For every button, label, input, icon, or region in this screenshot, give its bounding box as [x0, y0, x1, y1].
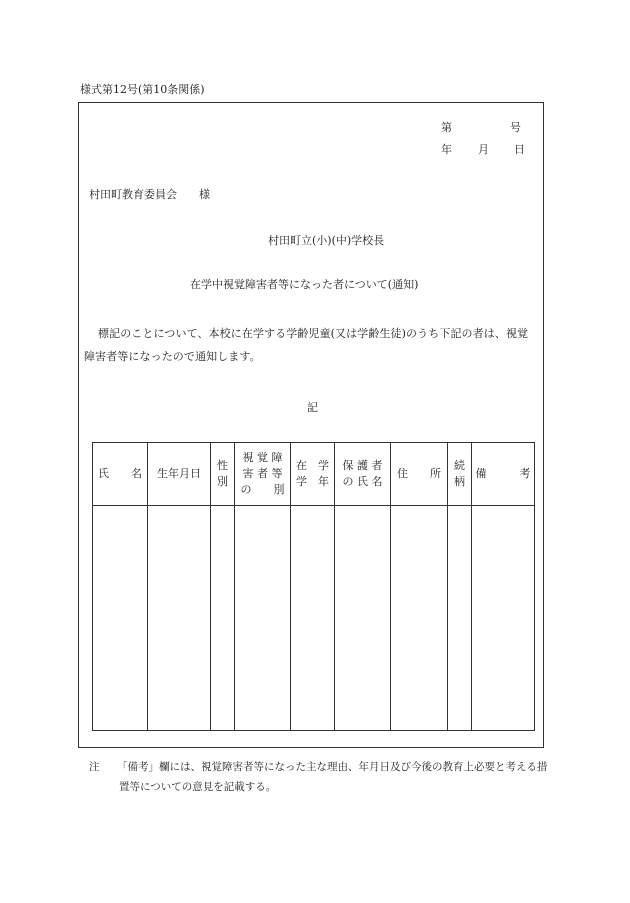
table-row: [93, 506, 535, 731]
document-number-line: [441, 119, 521, 135]
cell-school-grade[interactable]: [291, 506, 335, 731]
addressee-honorific: 様: [199, 188, 210, 201]
header-guardian-name: 保 護 者 の 氏 名: [335, 443, 391, 506]
sender-line: 村田町立(小)(中)学校長: [268, 234, 385, 247]
header-remarks: 備 考: [472, 443, 535, 506]
ki-heading: 記: [307, 401, 318, 414]
day-label: 日: [514, 143, 525, 156]
header-birthdate: 生年月日: [148, 443, 211, 506]
table-header-row: [93, 443, 535, 506]
addressee-line: [89, 186, 210, 202]
header-sex: 性 別: [211, 443, 235, 506]
header-relationship: 続 柄: [448, 443, 472, 506]
cell-sex[interactable]: [211, 506, 235, 731]
header-address: 住 所: [391, 443, 448, 506]
cell-address[interactable]: [391, 506, 448, 731]
record-table: [92, 442, 535, 731]
header-disability-type: 視 覚 障 害 者 等 の 別: [235, 443, 291, 506]
body-text: 標記のことについて、本校に在学する学齢児童(又は学齢生徒)のうち下記の者は、視覚障害者等になったので通知します。: [84, 327, 529, 363]
note-text: 「備考」欄には、視覚障害者等になった主な理由、年月日及び今後の教育上必要と考える措置等についての意見を記載する。: [117, 761, 548, 793]
cell-guardian-name[interactable]: [335, 506, 391, 731]
year-label: 年: [441, 143, 452, 156]
header-school-grade: 在 学 学 年: [291, 443, 335, 506]
note-mark: 注: [89, 761, 100, 773]
addressee-name: 村田町教育委員会: [89, 188, 177, 201]
cell-name[interactable]: [93, 506, 148, 731]
cell-relationship[interactable]: [448, 506, 472, 731]
form-number: 様式第12号(第10条関係): [80, 83, 205, 96]
cell-disability-type[interactable]: [235, 506, 291, 731]
date-line: [441, 141, 525, 157]
document-title: 在学中視覚障害者等になった者について(通知): [190, 278, 419, 291]
cell-remarks[interactable]: [472, 506, 535, 731]
cell-birthdate[interactable]: [148, 506, 211, 731]
header-name: 氏 名: [93, 443, 148, 506]
number-prefix: 第: [441, 121, 452, 134]
footnote: [89, 757, 549, 797]
month-label: 月: [478, 143, 489, 156]
number-suffix: 号: [510, 121, 521, 134]
